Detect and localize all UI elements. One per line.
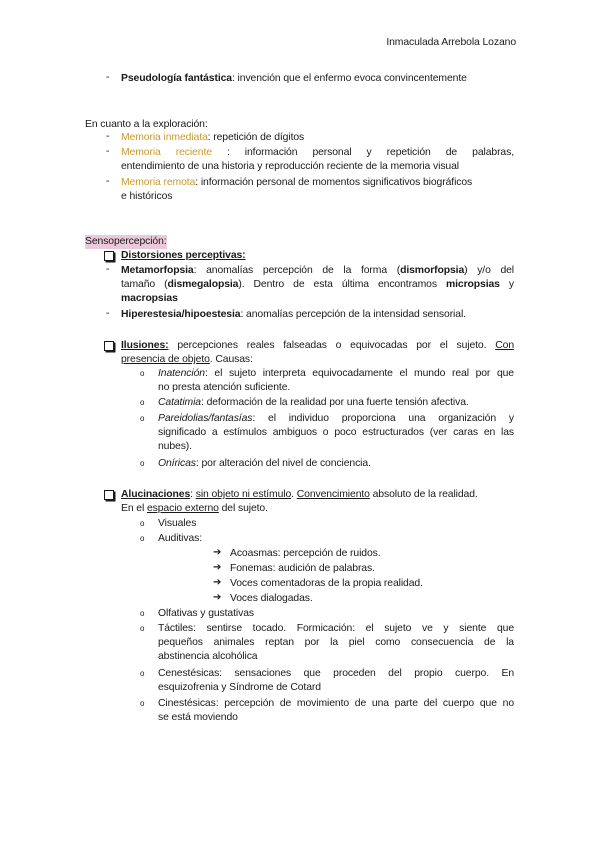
ilusiones-underlined: presencia de objeto — [121, 354, 210, 365]
memoria-inmediata-desc: : repetición de dígitos — [207, 132, 305, 143]
bullet-dash: - — [106, 176, 110, 187]
ilusiones-title: Ilusiones: — [121, 340, 169, 351]
arrow-right-icon: ➔ — [213, 562, 222, 573]
pseudologia-item — [121, 72, 467, 86]
macropsias-term: macropsias — [121, 293, 178, 304]
tipo-tactiles-line2: pequeños animales reptan por la piel como consecuencia de la — [158, 637, 514, 648]
dismegalopsia-term: dismegalopsia — [167, 279, 239, 290]
bullet-dash: - — [106, 72, 110, 83]
alucinaciones-underlined: sin objeto ni estímulo — [195, 489, 292, 500]
checkbox-icon — [104, 341, 114, 351]
ilusiones-line2 — [121, 353, 253, 367]
pseudologia-desc: : invención que el enfermo evoca convincentemente — [231, 73, 467, 84]
bullet-circle: o — [140, 459, 145, 468]
bullet-circle: o — [140, 534, 145, 543]
tipo-cenestesicas-line2: esquizofrenia y Síndrome de Cotard — [158, 682, 321, 693]
metamorfopsia-line1 — [121, 264, 514, 278]
bullet-dash: - — [106, 131, 110, 142]
tipo-visuales: Visuales — [158, 518, 197, 529]
arrow-right-icon: ➔ — [213, 577, 222, 588]
causa-term: Inatención — [158, 368, 205, 379]
causa-pareidolias — [158, 412, 514, 426]
hiperestesia-term: Hiperestesia/hipoestesia — [121, 309, 241, 320]
bullet-circle: o — [140, 624, 145, 633]
exploracion-intro: En cuanto a la exploración: — [85, 119, 208, 130]
distorsiones-title: Distorsiones perceptivas: — [121, 250, 246, 261]
bullet-circle: o — [140, 609, 145, 618]
causa-oniricas — [158, 457, 371, 471]
causa-text: nubes). — [158, 441, 192, 452]
metamorfopsia-text: y — [499, 279, 514, 290]
alucinaciones-underlined: espacio externo — [146, 503, 219, 514]
arrow-right-icon: ➔ — [213, 592, 222, 603]
metamorfopsia-text: tamaño ( — [121, 279, 168, 290]
alucinaciones-text: : — [190, 489, 196, 500]
auditiva-sub: Fonemas: audición de palabras. — [230, 563, 375, 574]
tipo-olfativas: Olfativas y gustativas — [158, 608, 254, 619]
tipo-tactiles-line3: abstinencia alcohólica — [158, 651, 258, 662]
causa-text: no presta atención suficiente. — [158, 382, 291, 393]
memoria-remota-desc2: e históricos — [121, 191, 173, 202]
causa-catatimia — [158, 396, 469, 410]
metamorfopsia-line2 — [121, 278, 514, 292]
sensopercepcion-heading: Sensopercepción: — [85, 236, 167, 247]
auditiva-sub: Voces dialogadas. — [230, 593, 313, 604]
bullet-circle: o — [140, 369, 145, 378]
bullet-circle: o — [140, 669, 145, 678]
metamorfopsia-text: : anomalías percepción de la forma ( — [193, 265, 401, 276]
auditiva-sub: Acoasmas: percepción de ruidos. — [230, 548, 381, 559]
alucinaciones-text: del sujeto. — [218, 503, 268, 514]
tipo-auditivas: Auditivas: — [158, 533, 203, 544]
alucinaciones-text: . — [291, 489, 297, 500]
alucinaciones-text: En el — [121, 503, 147, 514]
bullet-dash: - — [106, 146, 110, 157]
alucinaciones-line2 — [121, 502, 268, 516]
hiperestesia-item — [121, 308, 466, 322]
pseudologia-term: Pseudología fantástica — [121, 73, 232, 84]
bullet-circle: o — [140, 398, 145, 407]
checkbox-icon — [104, 490, 114, 500]
memoria-reciente-term: Memoria reciente — [121, 147, 212, 158]
tipo-cinestesicas: Cinestésicas: percepción de movimiento de una parte del cuerpo que no — [158, 698, 514, 709]
alucinaciones-line1 — [121, 488, 478, 502]
hiperestesia-desc: : anomalías percepción de la intensidad sensorial. — [240, 309, 466, 320]
causa-inatencion — [158, 367, 514, 381]
memoria-inmediata-term: Memoria inmediata — [121, 132, 208, 143]
causa-term: Oníricas — [158, 458, 196, 469]
ilusiones-underlined: Con — [495, 340, 514, 351]
micropsias-term: micropsias — [445, 279, 500, 290]
author-header: Inmaculada Arrebola Lozano — [386, 37, 516, 48]
memoria-remota-desc1: : información personal de momentos significativos biográficos — [195, 177, 473, 188]
causa-text: : el sujeto interpreta equivocadamente el mundo real por que — [204, 368, 514, 379]
memoria-remota-term: Memoria remota — [121, 177, 196, 188]
alucinaciones-underlined: Convencimiento — [296, 489, 370, 500]
ilusiones-text: . Causas: — [209, 354, 253, 365]
bullet-circle: o — [140, 699, 145, 708]
causa-text: : por alteración del nivel de conciencia. — [195, 458, 371, 469]
bullet-circle: o — [140, 414, 145, 423]
bullet-circle: o — [140, 519, 145, 528]
arrow-right-icon: ➔ — [213, 547, 222, 558]
metamorfopsia-text: ). Dentro de esta última encontramos — [238, 279, 446, 290]
auditiva-sub: Voces comentadoras de la propia realidad. — [230, 578, 423, 589]
ilusiones-line1 — [121, 339, 514, 353]
tipo-cinestesicas-line2: se está moviendo — [158, 712, 238, 723]
causa-text: significado a estímulos ambiguos o poco estructurados (ver caras en las — [158, 427, 514, 438]
alucinaciones-title: Alucinaciones — [121, 489, 191, 500]
causa-term: Pareidolias/fantasías — [158, 413, 253, 424]
metamorfopsia-term: Metamorfopsia — [121, 265, 194, 276]
causa-term: Catatimia — [158, 397, 201, 408]
memoria-reciente-desc2: entendimiento de una historia y reproducción reciente de la memoria visual — [121, 161, 459, 172]
checkbox-icon — [104, 251, 114, 261]
tipo-tactiles: Táctiles: sentirse tocado. Formicación: el sujeto ve y siente que — [158, 623, 514, 634]
memoria-inmediata-item — [121, 131, 304, 145]
bullet-dash: - — [106, 308, 110, 319]
metamorfopsia-text: ) y/o del — [464, 265, 515, 276]
causa-text: : deformación de la realidad por una fuerte tensión afectiva. — [201, 397, 469, 408]
tipo-cenestesicas: Cenestésicas: sensaciones que proceden del propio cuerpo. En — [158, 668, 514, 679]
memoria-remota-item — [121, 176, 472, 190]
memoria-reciente-desc1: : información personal y repetición de palabras, — [226, 147, 514, 158]
dismorfopsia-term: dismorfopsia — [400, 265, 465, 276]
ilusiones-text: percepciones reales falseadas o equivocadas por el sujeto. — [168, 340, 496, 351]
memoria-reciente-item — [121, 146, 514, 160]
causa-text: : el individuo proporciona una organización y — [252, 413, 514, 424]
bullet-dash: - — [106, 264, 110, 275]
alucinaciones-text: absoluto de la realidad. — [369, 489, 478, 500]
